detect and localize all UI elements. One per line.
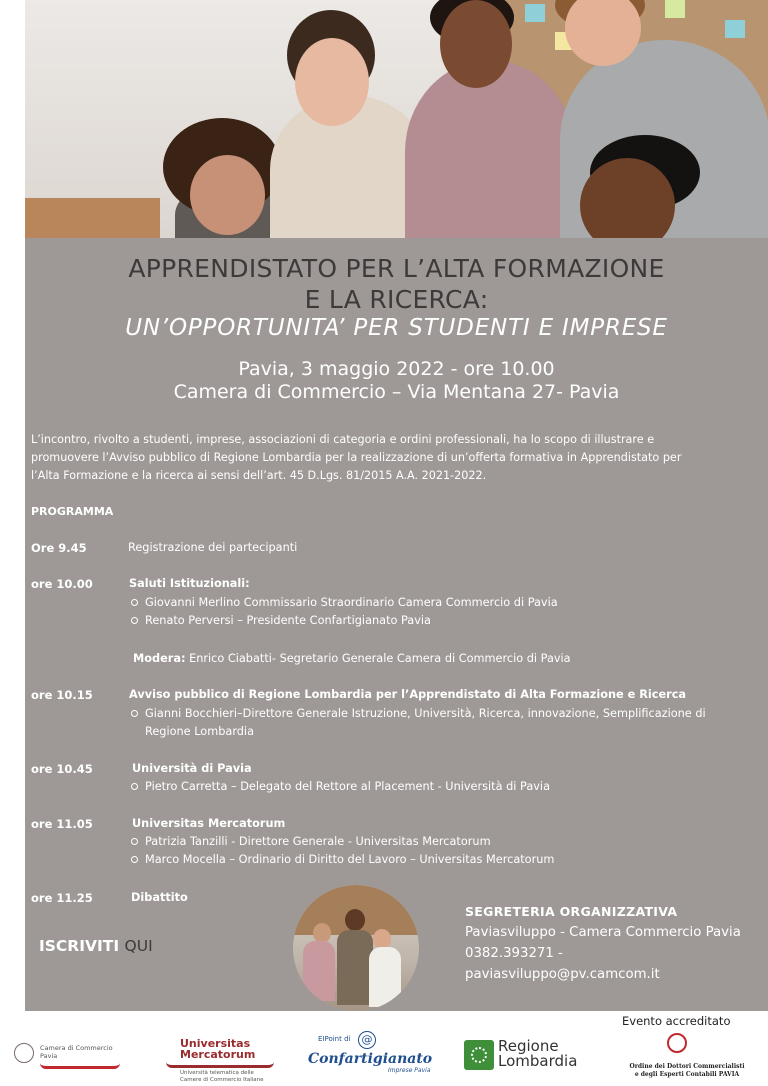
- title-line-1: APPRENDISTATO PER L’ALTA FORMAZIONE: [128, 254, 665, 283]
- camera-commercio-seal-icon: [14, 1043, 34, 1063]
- odcec-line: Ordine dei Dottori Commercialisti: [629, 1063, 745, 1070]
- slot-title: Avviso pubblico di Regione Lombardia per l’Apprendistato di Alta Formazione e Ricerca: [129, 688, 687, 701]
- slot-time: ore 10.15: [31, 688, 93, 702]
- event-date: Pavia, 3 maggio 2022 - ore 10.00: [238, 358, 555, 380]
- intro-line: l’Alta Formazione e la ricerca ai sensi dell’art. 45 D.Lgs. 81/2015 A.A. 2021-2022.: [31, 469, 487, 482]
- intro-line: promuovere l’Avviso pubblico di Regione Lombardia per la realizzazione di un’offerta formativa in Apprendistato per: [31, 451, 682, 464]
- sticky-note: [665, 0, 685, 18]
- odcec-logo: [612, 1063, 762, 1079]
- person-3-body: [405, 60, 575, 238]
- photo-body: [303, 941, 335, 1001]
- register-link[interactable]: [39, 937, 153, 955]
- slot-time: ore 10.45: [31, 762, 93, 776]
- mercatorum-logo: Universitas Mercatorum: [180, 1037, 256, 1061]
- intro-line: L’incontro, rivolto a studenti, imprese, associazioni di categoria e ordini professionali, ha lo scopo di illustrare e: [31, 433, 655, 446]
- segreteria-email[interactable]: paviasviluppo@pv.camcom.it: [465, 967, 660, 982]
- photo-body: [369, 947, 401, 1007]
- photo-face: [313, 923, 331, 943]
- title-line-2: E LA RICERCA:: [304, 285, 489, 314]
- person-1-face: [190, 155, 265, 235]
- slot-time: ore 10.00: [31, 577, 93, 591]
- regione-lombardia-logo: [498, 1039, 577, 1069]
- sticky-note: [525, 4, 545, 22]
- register-prefix: ISCRIVITI: [39, 937, 120, 955]
- photo-face: [345, 909, 365, 931]
- accreditato-label: Evento accreditato: [622, 1014, 731, 1028]
- speaker-item-continued: Regione Lombardia: [145, 725, 254, 738]
- segreteria-phone: 0382.393271 -: [465, 946, 563, 961]
- speaker-item: Renato Perversi – Presidente Confartigianato Pavia: [129, 612, 749, 630]
- person-2-face: [295, 38, 369, 126]
- moderator: [133, 650, 571, 668]
- confartigianato-sub: Imprese Pavia: [388, 1067, 431, 1074]
- event-poster: [25, 0, 768, 1011]
- eipoint-icon: @: [358, 1031, 376, 1049]
- odcec-line: e degli Esperti Contabili PAVIA: [634, 1071, 740, 1078]
- segreteria-org: Paviasviluppo - Camera Commercio Pavia: [465, 925, 741, 940]
- subtitle: UN’OPPORTUNITA’ PER STUDENTI E IMPRESE: [125, 315, 668, 341]
- eipoint-label: EIPoint di: [318, 1035, 351, 1043]
- moderator-label: Modera:: [133, 652, 186, 665]
- mercatorum-subtitle: [180, 1070, 264, 1084]
- event-venue: Camera di Commercio – Via Mentana 27- Pavia: [173, 381, 620, 403]
- regione-line: Lombardia: [498, 1052, 578, 1070]
- camera-commercio-logo: Camera di Commercio Pavia: [40, 1044, 113, 1060]
- slot-title: Registrazione dei partecipanti: [128, 541, 298, 554]
- segreteria-heading: SEGRETERIA ORGANIZZATIVA: [465, 904, 678, 919]
- speaker-item: Gianni Bocchieri–Direttore Generale Istruzione, Università, Ricerca, innovazione, Semplificazione di: [129, 705, 749, 723]
- slot-title: Università di Pavia: [132, 762, 252, 775]
- slot-time: ore 11.05: [31, 817, 93, 831]
- desk: [25, 198, 160, 238]
- slot-title: Dibattito: [131, 891, 188, 904]
- photo-body: [337, 930, 373, 1005]
- mercatorum-sub-line: Camere di Commercio Italiane: [180, 1077, 264, 1083]
- slot-title: Universitas Mercatorum: [132, 817, 286, 830]
- programma-heading: PROGRAMMA: [31, 505, 114, 518]
- sticky-note: [725, 20, 745, 38]
- mercatorum-sub-line: Università telematica delle: [180, 1070, 254, 1076]
- rosa-camuna-icon: [471, 1047, 487, 1063]
- regione-line: Regione: [498, 1037, 559, 1055]
- mercatorum-swoosh: [166, 1062, 274, 1068]
- sponsor-logos: [0, 1011, 768, 1086]
- photo-face: [373, 929, 391, 949]
- slot-title: Saluti Istituzionali:: [129, 577, 250, 590]
- hero-photo: [25, 0, 768, 238]
- intro-paragraph: [31, 431, 751, 485]
- regione-lombardia-icon: [464, 1040, 494, 1070]
- slot-time: Ore 9.45: [31, 541, 87, 555]
- register-qui-link[interactable]: QUI: [124, 937, 153, 955]
- person-3-face: [440, 0, 512, 88]
- odcec-seal-icon: [667, 1033, 687, 1053]
- confartigianato-logo: Confartigianato: [308, 1051, 433, 1067]
- slot-time: ore 11.25: [31, 891, 93, 905]
- students-photo: [293, 885, 419, 1011]
- speaker-item: Marco Mocella – Ordinario di Diritto del Lavoro – Universitas Mercatorum: [129, 851, 749, 869]
- moderator-name: Enrico Ciabatti- Segretario Generale Camera di Commercio di Pavia: [189, 652, 571, 665]
- speaker-item: Pietro Carretta – Delegato del Rettore al Placement - Università di Pavia: [129, 778, 749, 796]
- speaker-item: Giovanni Merlino Commissario Straordinario Camera Commercio di Pavia: [129, 594, 749, 612]
- camera-commercio-swoosh: [40, 1063, 120, 1069]
- speaker-item: Patrizia Tanzilli - Direttore Generale - Universitas Mercatorum: [129, 833, 749, 851]
